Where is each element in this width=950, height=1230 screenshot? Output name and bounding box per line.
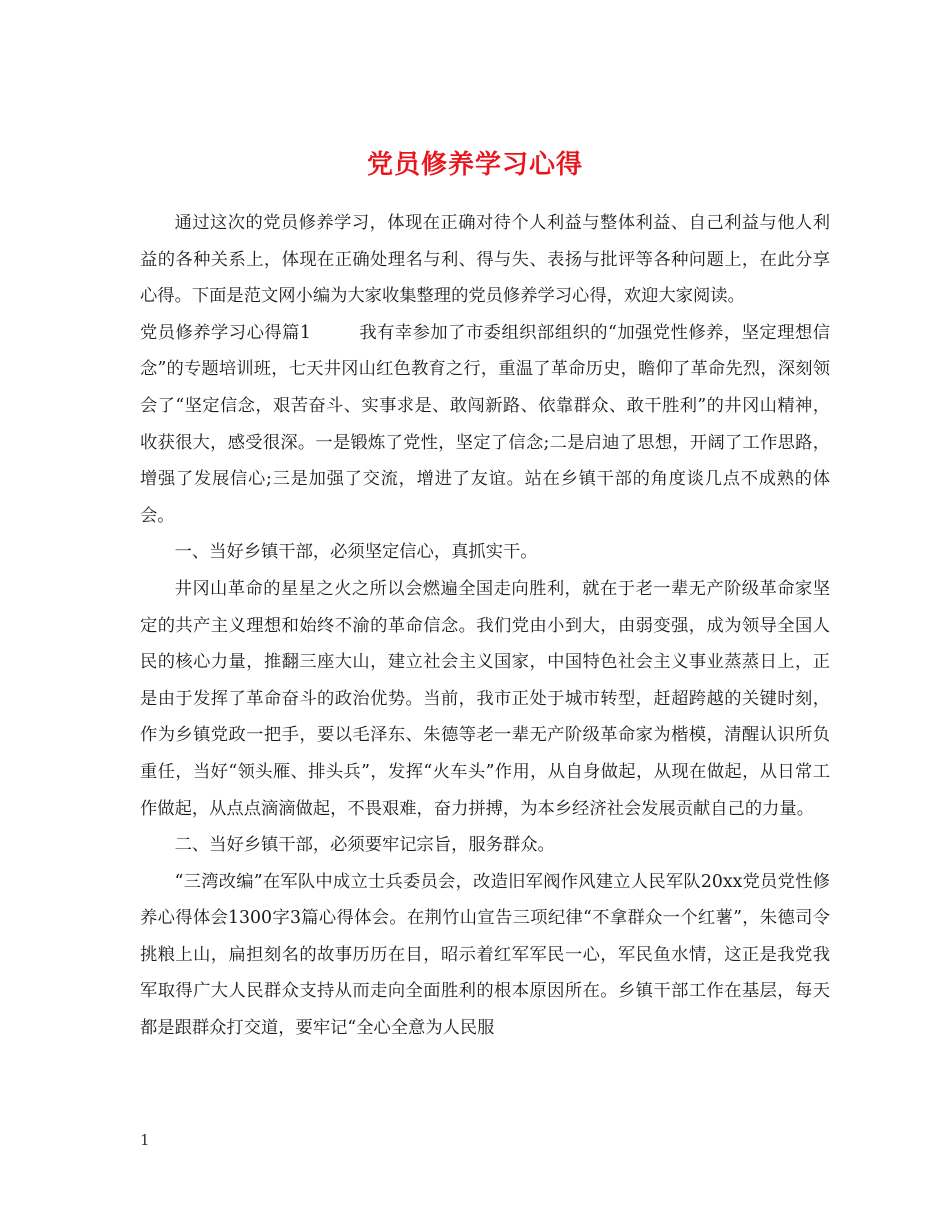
- section1-paragraph: [140, 315, 830, 535]
- point1-paragraph: 井冈山革命的星星之火之所以会燃遍全国走向胜利，就在于老一辈无产阶级革命家坚定的共产主义理想和始终不渝的革命信念。我们党由小到大，由弱变强，成为领导全国人民的核心力量，推翻三座大山，建立社会主义国家，中国特色社会主义事业蒸蒸日上，正是由于发挥了革命奋斗的政治优势。当前，我市正处于城市转型，赶超跨越的关键时刻，作为乡镇党政一把手，要以毛泽东、朱德等老一辈无产阶级革命家为楷模，清醒认识所负重任，当好“领头雁、排头兵”，发挥“火车头”作用，从自身做起，从现在做起，从日常工作做起，从点点滴滴做起，不畏艰难，奋力拼搏，为本乡经济社会发展贡献自己的力量。: [140, 578, 830, 819]
- intro-paragraph: 通过这次的党员修养学习，体现在正确对待个人利益与整体利益、自己利益与他人利益的各种关系上，体现在正确处理名与利、得与失、表扬与批评等各种问题上，在此分享心得。下面是范文网小编为大家收集整理的党员修养学习心得，欢迎大家阅读。: [140, 213, 830, 307]
- point1-heading: 一、当好乡镇干部，必须坚定信心，真抓实干。: [174, 542, 538, 563]
- section1-text: 我有幸参加了市委组织部组织的“加强党性修养，坚定理想信念”的专题培训班，七天井冈山红色教育之行，重温了革命历史，瞻仰了革命先烈，深刻领会了“坚定信念，艰苦奋斗、实事求是、敢闯新路、依靠群众、敢干胜利”的井冈山精神，收获很大，感受很深。一是锻炼了党性，坚定了信念;二是启迪了思想，开阔了工作思路，增强了发展信心;三是加强了交流，增进了友谊。站在乡镇干部的角度谈几点不成熟的体会。: [140, 322, 830, 526]
- point2-heading: 二、当好乡镇干部，必须要牢记宗旨，服务群众。: [174, 835, 555, 856]
- point2-paragraph: “三湾改编”在军队中成立士兵委员会，改造旧军阀作风建立人民军队20xx党员党性修养心得体会1300字3篇心得体会。在荆竹山宣告三项纪律“不拿群众一个红薯”，朱德司令挑粮上山，扁担刻名的故事历历在目，昭示着红军军民一心，军民鱼水情，这正是我党我军取得广大人民群众支持从而走向全面胜利的根本原因所在。乡镇干部工作在基层，每天都是跟群众打交道，要牢记“全心全意为人民服: [140, 871, 830, 1039]
- document-body: [140, 205, 830, 1047]
- page-number: 1: [140, 1131, 150, 1149]
- document-title: 党员修养学习心得: [366, 150, 583, 181]
- section1-heading: 党员修养学习心得篇1: [140, 322, 311, 343]
